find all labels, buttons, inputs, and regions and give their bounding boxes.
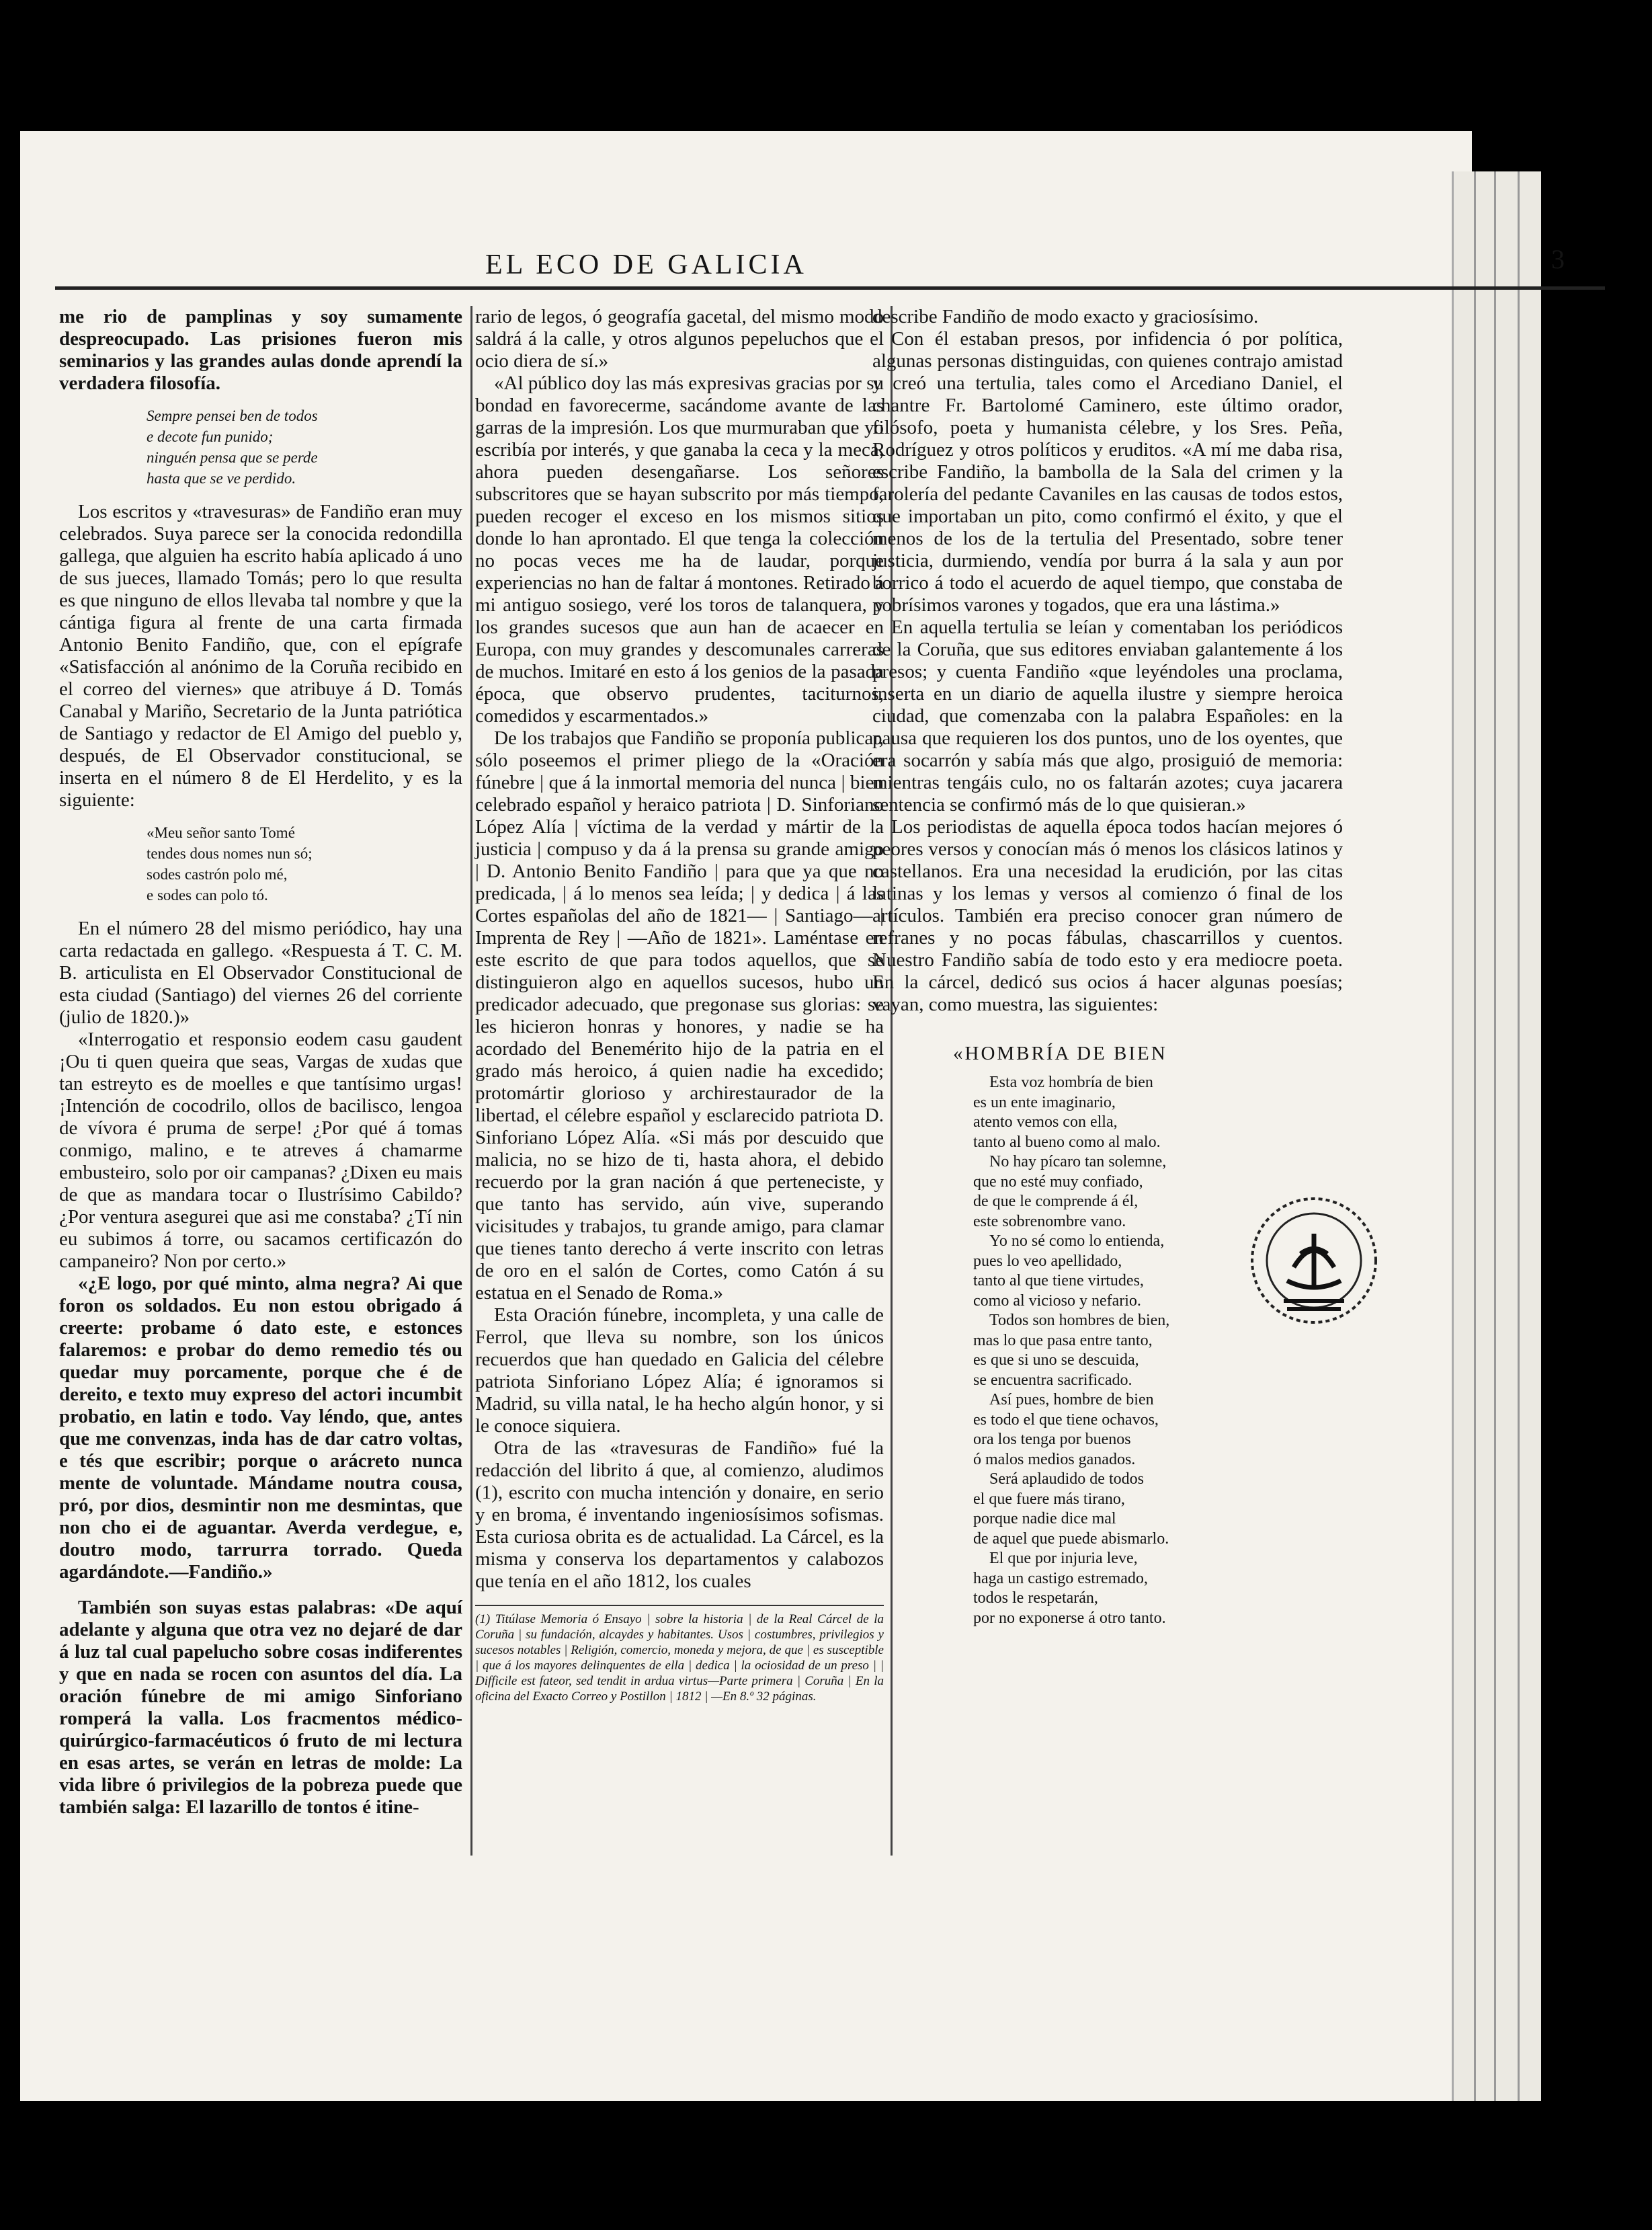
poem-line: es un ente imaginario, — [973, 1093, 1116, 1111]
verse-line: e sodes can polo tó. — [147, 887, 268, 904]
poem-line: tanto al bueno como al malo. — [973, 1133, 1161, 1151]
poem-line: El que por injuria leve, — [989, 1550, 1138, 1567]
paragraph: Otra de las «travesuras de Fandiño» fué la redacción del librito á que, al comienzo, aludimos (1), escrito con mucha intención y donaire, en serio y en broma, é inventando ingeniosísimos sofismas. Esta curiosa obrita es de actualidad. La Cárcel, es la misma y conserva los departamentos y calabozos que tenía en el año 1812, los cuales — [475, 1437, 884, 1592]
page-edge-stack — [1452, 171, 1541, 2101]
page-number: 3 — [1551, 244, 1565, 274]
verse-line: «Meu señor santo Tomé — [147, 824, 295, 841]
column-1 — [59, 306, 462, 1819]
poem-line: Todos son hombres de bien, — [989, 1312, 1170, 1329]
column-divider — [470, 306, 472, 1856]
verse-line: e decote fun punido; — [147, 428, 274, 445]
library-stamp-seal — [1247, 1193, 1381, 1328]
poem-line: el que fuere más tirano, — [973, 1490, 1125, 1508]
verse-line: ninguén pensa que se perde — [147, 449, 318, 466]
verse-line: tendes dous nomes nun só; — [147, 845, 313, 862]
footnote: (1) Titúlase Memoria ó Ensayo | sobre la historia | de la Real Cárcel de la Coruña | su fundación, alcaydes y habitantes. Usos | costumbres, privilegios y sucesos notables | Religión, comercio, moneda y mejora, de que | es susceptible | que á los mayores delinquentes de ella | dedica | la ociosidad de un preso | | Difficile est fateor, sed tendit in ardua virtus—Parte primera | Coruña | En la oficina del Exacto Correo y Postillon | 1812 | —En 8.º 32 páginas. — [475, 1605, 884, 1704]
poem-title: «HOMBRÍA DE BIEN — [953, 1043, 1167, 1064]
poem-line: este sobrenombre vano. — [973, 1212, 1126, 1230]
paragraph: De los trabajos que Fandiño se proponía publicar, sólo poseemos el primer pliego de la «Oración fúnebre | que á la inmortal memoria del nunca | bien celebrado español y heraico patriota | D. Sinforiano López Alía | víctima de la verdad y mártir de la justicia | compuso y da á la prensa su grande amigo | D. Antonio Benito Fandiño | para que ya que no predicada, | á lo menos sea leída; | y dedica | á las Cortes españolas del año de 1821— | Santiago— | Imprenta de Rey | —Año de 1821». Laméntase en este escrito de que para todos aquellos, que se distinguieron algo en aquellos sucesos, hubo un predicador adecuado, que pregonase sus glorias: se les hicieron honras y honores, y nadie se ha acordado del Benemérito hijo de la patria en el grado más heroico, á quien nadie ha excedido; protomártir glorioso y archirestaurador de la libertad, el célebre español y esclarecido patriota D. Sinforiano López Alía. «Si más por descuido que malicia, no se hizo de ti, hasta ahora, el debido recuerdo por la gran nación á que perteneciste, y que tanto has servido, aún vive, superando vicisitudes y trabajos, tu grande amigo, para clamar que tienes tanto derecho á verte inscrito con letras de oro en el salón de Cortes, como Catón á su estatua en el Senado de Roma.» — [475, 727, 884, 1304]
poem-line: Yo no sé como lo entienda, — [989, 1232, 1165, 1250]
verse-line: hasta que se ve perdido. — [147, 470, 296, 487]
poem-line: pues lo veo apellidado, — [973, 1252, 1122, 1270]
poem-line: de que le comprende á él, — [973, 1193, 1139, 1210]
paragraph: Los periodistas de aquella época todos hacían mejores ó peores versos y conocían más ó menos los clásicos latinos y castellanos. Era una necesidad la erudición, por las citas latinas y los lemas y versos al comienzo ó final de los artículos. También era preciso conocer gran número de refranes y no pocas fábulas, chascarrillos y cuentos. Nuestro Fandiño sabía de todo esto y era mediocre poeta. En la cárcel, dedicó sus ocios á hacer algunas poesías; vayan, como muestra, las siguientes: — [872, 816, 1343, 1015]
column-3 — [872, 306, 1343, 1628]
verse-meu-senor — [147, 822, 462, 906]
poem-line: porque nadie dice mal — [973, 1510, 1116, 1527]
page-header — [55, 244, 1605, 289]
poem-line: Será aplaudido de todos — [989, 1470, 1144, 1488]
paragraph: Los escritos y «travesuras» de Fandiño eran muy celebrados. Suya parece ser la conocida redondilla gallega, que alguien ha escrito había aplicado á uno de sus jueces, llamado Tomás; pero lo que resulta es que ninguno de ellos llevaba tal nombre y que la cántiga figura al frente de una carta firmada Antonio Benito Fandiño, que, con el epígrafe «Satisfacción al anónimo de la Coruña recibido en el correo del viernes» que atribuye á D. Tomás Canabal y Mariño, Secretario de la Junta patriótica de Santiago y redactor de El Amigo del pueblo y, después, de El Observador constitucional, se inserta en el número 8 de El Herdelito, y es la siguiente: — [59, 501, 462, 811]
newspaper-title: EL ECO DE GALICIA — [485, 249, 807, 280]
paragraph: Con él estaban presos, por infidencia ó por política, algunas personas distinguidas, con quienes contrajo amistad y creó una tertulia, tales como el Arcediano Daniel, el chantre Fr. Bartolomé Caminero, este último orador, filósofo, poeta y humanista célebre, y los Sres. Peña, Rodríguez y otros políticos y eruditos. «A mí me daba risa, escribe Fandiño, la bambolla de la Sala del crimen y la farolería del pedante Cavaniles en las causas de todos estos, que importaban un pito, como confirmó el éxito, y que el menos de los de la tertulia del Presentado, sobre tener justicia, durmiendo, vendía por burra á la sala y aun por borrico á todo el acuerdo de aquel tiempo, que constaba de pobrísimos varones y togados, que era una lástima.» — [872, 328, 1343, 616]
paragraph: En aquella tertulia se leían y comentaban los periódicos de la Coruña, que sus editores enviaban galantemente á los presos; y cuenta Fandiño «que leyéndoles una proclama, inserta en un diario de aquella ilustre y siempre heroica ciudad, que comenzaba con la palabra Españoles: en la pausa que requieren los dos puntos, uno de los oyentes, que era socarrón y sabía más que algo, prosiguió de memoria: mientras tengáis culo, no os faltarán azotes; cuya jacarera sentencia se confirmó más de lo que quisieran.» — [872, 616, 1343, 815]
poem-line: se encuentra sacrificado. — [973, 1371, 1132, 1389]
poem-line: todos le respetarán, — [973, 1589, 1098, 1607]
poem-line: Esta voz hombría de bien — [989, 1074, 1153, 1091]
poem-line: tanto al que tiene virtudes, — [973, 1272, 1144, 1289]
poem-line: ora los tenga por buenos — [973, 1431, 1131, 1448]
paragraph: En el número 28 del mismo periódico, hay una carta redactada en gallego. «Respuesta á T. C. M. B. articulista en El Observador Constitucional de esta ciudad (Santiago) del viernes 26 del corriente (julio de 1820.)» — [59, 918, 462, 1028]
poem-line: por no exponerse á otro tanto. — [973, 1609, 1166, 1627]
poem-line: Así pues, hombre de bien — [989, 1391, 1154, 1408]
poem-line: ó malos medios ganados. — [973, 1450, 1136, 1468]
poem-line: como al vicioso y nefario. — [973, 1291, 1141, 1310]
header-rule — [55, 286, 1605, 290]
poem-line: es que si uno se descuida, — [973, 1351, 1139, 1369]
paragraph: «Interrogatio et responsio eodem casu gaudent ¡Ou ti quen queira que seas, Vargas de xudas que tan estreyto es de moelles e que tantísimo urgas! ¡Intención de cocodrilo, ollos de bacilisco, lengoa de vívora é pruma de serpe! ¿Por qué á tomas conmigo, malino, e te atreves á chamarme embusteiro, solo por oir campanas? ¿Dixen eu mais de que as mandara tocar o Ilustrísimo Cabildo? ¿Por ventura asegurei que asi me constaba? ¿Tí nin eu subimos á torre, ou sacamos certificazón do campaneiro? Non por certo.» — [59, 1029, 462, 1272]
column-2 — [475, 306, 884, 1704]
poem-line: que no esté muy confiado, — [973, 1172, 1143, 1191]
poem-hombria-de-bien — [973, 1073, 1343, 1628]
paragraph: Esta Oración fúnebre, incompleta, y una calle de Ferrol, que lleva su nombre, son los únicos recuerdos que han quedado en Galicia del célebre patriota Sinforiano López Alía; é ignoramos si Madrid, su villa natal, le ha hecho algún honor, y si le conoce siquiera. — [475, 1304, 884, 1437]
paragraph: rario de legos, ó geografía gacetal, del mismo modo saldrá á la calle, y otros algunos pepeluchos que el ocio diera de sí.» — [475, 306, 884, 372]
poem-line: es todo el que tiene ochavos, — [973, 1410, 1159, 1429]
poem-line: mas lo que pasa entre tanto, — [973, 1331, 1153, 1349]
paragraph: También son suyas estas palabras: «De aquí adelante y alguna que otra vez no dejaré de dar á luz tal cual papelucho sobre cosas indiferentes y que en nada se rocen con asuntos del día. La oración fúnebre de mi amigo Sinforiano romperá la valla. Los fracmentos médico-quirúrgico-farmacéuticos ó fruto de mi lectura en esas artes, se verán en letras de molde: La vida libre ó privilegios de la pobreza puede que también salga: El lazarillo de tontos é itine- — [59, 1597, 462, 1818]
verse-line: Sempre pensei ben de todos — [147, 407, 318, 424]
poem-line: No hay pícaro tan solemne, — [989, 1153, 1167, 1170]
paragraph: describe Fandiño de modo exacto y graciosísimo. — [872, 306, 1259, 327]
poem-line: de aquel que puede abismarlo. — [973, 1529, 1169, 1548]
paragraph: «¿E logo, por qué minto, alma negra? Ai que foron os soldados. Eu non estou obrigado á creerte: probame ó dato este, e estonces falaremos: e probar do demo remedio tés ou quedar muy porcamente, porque che é de dereito, e texto muy expreso del actori incumbit probatio, en latin e todo. Vay léndo, que, antes que me convenzas, inda has de dar catro voltas, e tés que escribir; porque o arácreto nunca mente de voluntade. Mándame noutra cousa, pró, por dios, desmintir non me desmintas, que non cho ei de aguantar. Averda verdegue, e, doutro modo, tarrurra torrado. Queda agardándote.—Fandiño.» — [59, 1273, 462, 1583]
poem-line: haga un castigo estremado, — [973, 1569, 1148, 1587]
paragraph: me rio de pamplinas y soy sumamente despreocupado. Las prisiones fueron mis seminarios y las grandes aulas donde aprendí la verdadera filosofía. — [59, 306, 462, 394]
paragraph: «Al público doy las más expresivas gracias por su bondad en favorecerme, sacándome avante de las garras de la impresión. Los que murmuraban que yo escribía por interés, y que ganaba la ceca y la meca, ahora pueden desengañarse. Los señores subscritores que se hayan subscrito por más tiempo, pueden recoger el exceso en los mismos sitios donde lo han aprontado. El que tenga la colección no pocas veces me ha de laudar, porque experiencias no han de faltar á montones. Retirado á mi antiguo sosiego, veré los toros de talanquera, y los grandes sucesos que aun han de acaecer en Europa, con muy grandes y descomunales carreras de muchos. Imitaré en esto á los genios de la pasada época, que observo prudentes, taciturnos, comedidos y escarmentados.» — [475, 372, 884, 727]
poem-line: atento vemos con ella, — [973, 1113, 1118, 1131]
verse-line: sodes castrón polo mé, — [147, 866, 288, 883]
verse-sempre-pensei — [147, 405, 462, 489]
